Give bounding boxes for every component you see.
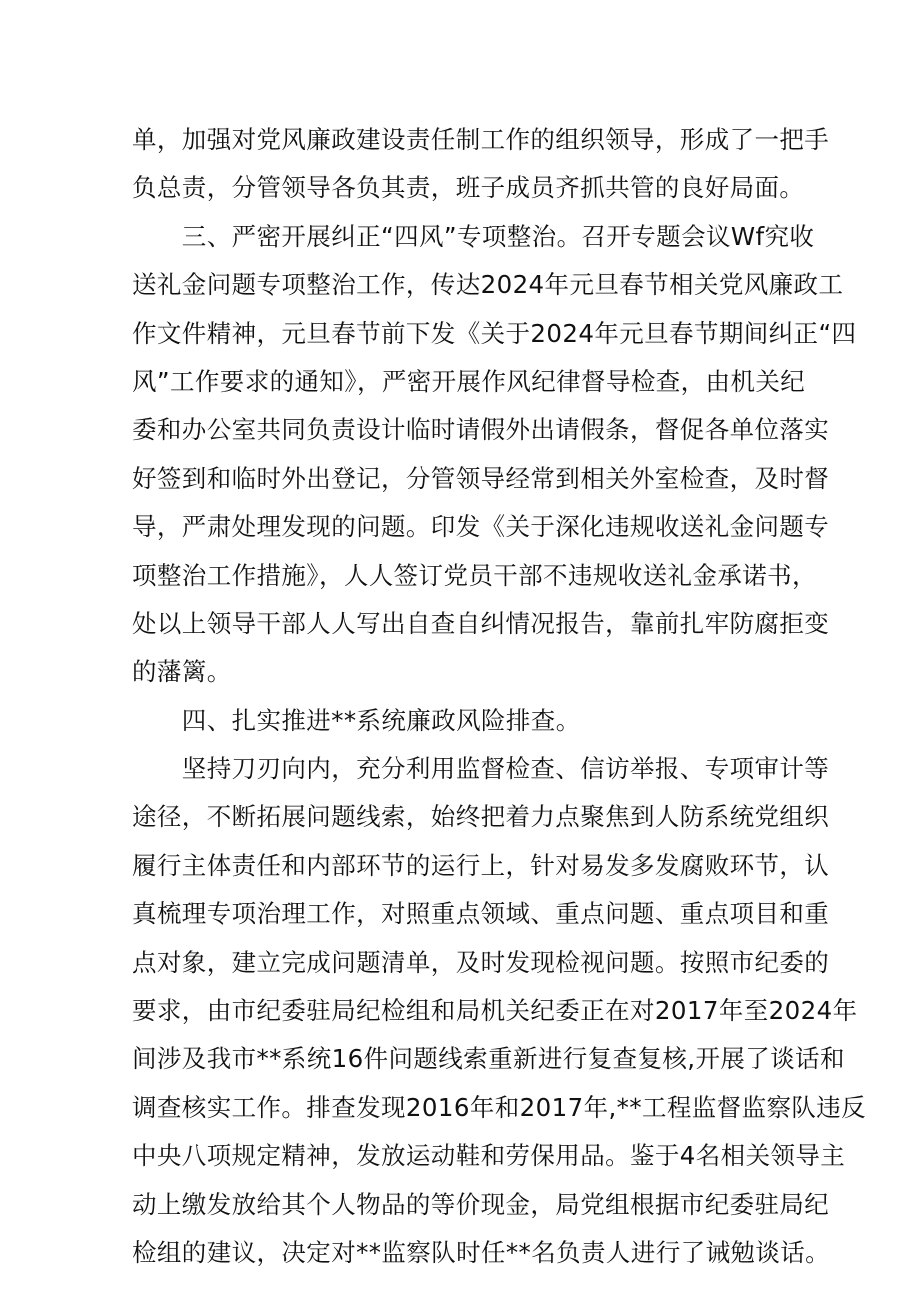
text-line: 真梳理专项治理工作，对照重点领域、重点问题、重点项目和重 (132, 899, 830, 929)
text-line: 风”工作要求的通知》，严密开展作风纪律督导检查，由机关纪 (132, 366, 806, 396)
text-line: 委和办公室共同负责设计临时请假外出请假条，督促各单位落实 (132, 415, 830, 445)
body-text (132, 116, 867, 1277)
text-line: 的藩篱。 (132, 657, 232, 687)
text-line: 调查核实工作。排查发现2016年和2017年,**工程监督监察队违反 (132, 1092, 867, 1122)
section-three-heading-line: 三、严密开展纠正“四风”专项整治。召开专题会议Wf究收 (132, 221, 815, 251)
text-line: 项整治工作措施》，人人签订党员干部不违规收送礼金承诺书， (132, 560, 817, 590)
text-line: 送礼金问题专项整治工作，传达2024年元旦春节相关党风廉政工 (132, 270, 844, 300)
text-line: 途径，不断拓展问题线索，始终把着力点聚焦到人防系统党组织 (132, 802, 830, 832)
text-line: 中央八项规定精神，发放运动鞋和劳保用品。鉴于4名相关领导主 (132, 1141, 846, 1171)
text-line: 作文件精神，元旦春节前下发《关于2024年元旦春节期间纠正“四 (132, 318, 857, 348)
text-line: 单，加强对党风廉政建设责任制工作的组织领导，形成了一把手 (132, 125, 830, 154)
text-line: 负总责，分管领导各负其责，班子成员齐抓共管的良好局面。 (132, 173, 805, 203)
text-line: 检组的建议，决定对**监察队时任**名负责人进行了诫勉谈话。 (132, 1237, 830, 1267)
text-line: 要求，由市纪委驻局纪检组和局机关纪委正在对2017年至2024年 (132, 996, 858, 1026)
text-line: 坚持刀刃向内，充分利用监督检查、信访举报、专项审计等 (132, 754, 830, 784)
text-line: 履行主体责任和内部环节的运行上，针对易发多发腐败环节，认 (132, 850, 830, 880)
text-line: 导，严肃处理发现的问题。印发《关于深化违规收送礼金问题专 (132, 512, 830, 542)
text-line: 好签到和临时外出登记，分管领导经常到相关外室检查，及时督 (132, 463, 830, 493)
section-four-heading-line: 四、扎实推进**系统廉政风险排查。 (132, 705, 581, 735)
text-line: 点对象，建立完成问题清单，及时发现检视问题。按照市纪委的 (132, 947, 830, 977)
text-line: 间涉及我市**系统16件问题线索重新进行复查复核,开展了谈话和 (132, 1044, 845, 1074)
text-line: 处以上领导干部人人写出自查自纠情况报告，靠前扎牢防腐拒变 (132, 608, 830, 638)
text-line: 动上缴发放给其个人物品的等价现金，局党组根据市纪委驻局纪 (132, 1189, 830, 1219)
